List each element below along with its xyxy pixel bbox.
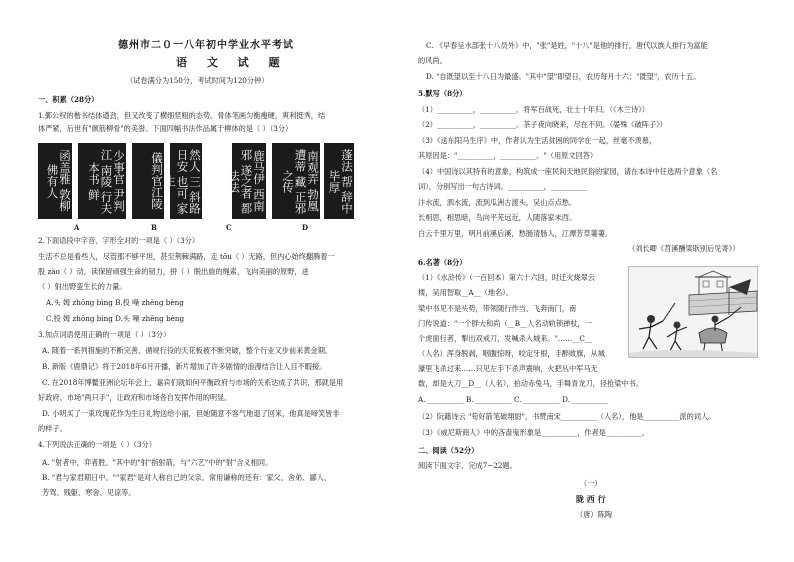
poem-line-3: 白云千里万里，明月前溪后溪，愁肠清肠人，江潭芳草萋萋。: [418, 229, 613, 238]
q6-1-line-b: 楼，吴用智取__A__（地名）。: [418, 288, 514, 297]
section-1-heading: 一、积累（28分）: [38, 95, 99, 104]
section-2-intro: 阅读下面文字，完成7~22题。: [418, 461, 517, 470]
calligraphy-sample-b2: 儀判官江陵: [132, 143, 164, 219]
calligraphy-sample-c2: 鹿马伊 西南邪 遂之者 都法法: [232, 143, 266, 219]
q2-line3: 股 zào（ ）动，读保留顽强生命的韧力，拼（ ）脱出旋的绳索，飞向美丽的原野，迸: [38, 267, 309, 276]
calligraphy-sample-b: 少事官 尹判江 南陵 行夫 本书 鲜: [78, 143, 126, 219]
q2-line4: （ ）射出野蛮生长的力量。: [38, 282, 127, 291]
exam-notice: （试卷满分为150分，考试时间为120分钟）: [126, 76, 269, 85]
q4-option-c: C. 《早春呈水部张十八员外》中，"张"是姓，"十八"是他的排行，唐代以族人排行为富能: [426, 41, 708, 50]
poem-line-1: 汴水流，泗水流，流到瓜洲古渡头，吴山点点愁。: [418, 198, 577, 207]
poem-source: （刘长卿《苕溪酬梁耿别后见寄》）: [628, 244, 740, 253]
q2-line1: 2.下面语段中字音、字形全对的一项是（ ）（3分）: [38, 236, 200, 245]
q6-1-answers: A. __________ B. __________ C. __________ D. __________: [418, 395, 609, 404]
q6-1-line-d: 门传说道："一个胖大和尚（__B__人名动轨锁禅杖，一: [418, 319, 592, 328]
q1-line2: 体严紧，后世有"颜筋柳骨"的美誉。下面四幅书法作品属于柳体的是（ ）（3分）: [38, 124, 293, 133]
poem-title: 陇 西 行: [576, 494, 606, 504]
q4-option-c-cont: 的风尚。: [418, 56, 447, 65]
q6-heading: 6.名著（8分）: [418, 258, 467, 267]
q5-item-3: （3）《送东阳马生序》中，作者认为生活贫困的同学在一起，丝毫不羡慕，: [418, 136, 657, 145]
q6-2: （2）阮籍诗云 "苟好箭笔破翔尉"，书赞南宋__________（人名），他是__________派的词人。: [418, 412, 716, 421]
q5-item-3-cont: 其原因是："__________，__________。"（用原文回答）: [418, 151, 598, 160]
q2-line2: 生活不总是看些人，尽管那不够平坦，甚至荆棘满路，走 tōu（ ）无路，但内心始终翻腾着一: [38, 252, 335, 261]
q1-line1: 1.鄞公权的楷书结体遒劲，但又改变了横细竖粗的态势。骨体笔画匀衡瘦硬，爽利挺秀，结: [38, 111, 326, 120]
q5-item-4-cont: 词），分别写出一句古诗词。__________，__________: [418, 182, 587, 191]
q5-item-4: （4）中国诗以其特有的意象，构筑成一座民间天地民俗的家园，请在本诗中任选两个意象（名: [418, 167, 718, 176]
q4-option-a: A. "射者中，弈者胜。"其中的"射"指射箭，与"六艺"中的"射"含义相同。: [42, 458, 273, 467]
calligraphy-sample-d2: 蓬法 帮 辞中 毕厚: [324, 143, 354, 219]
q5-item-1: （1）__________，__________。将军百战死，壮士十年归。（《木兰诗》）: [418, 105, 649, 114]
exam-subtitle: 语 文 试 题: [176, 56, 288, 69]
battle-scene-drawing: [629, 267, 757, 357]
calligraphy-sample-c: 然人 三 斜路 日安 也可 家生: [170, 143, 202, 219]
passage-number: （一）: [580, 479, 602, 488]
q3-option-c-cont: 好政府、市场"两只手"，让政府和市场各自发挥作用的明显。: [38, 393, 232, 402]
q6-1-line-g: 濠里飞杀过来……只见左手下杀声震响，火把丛中军马无: [418, 364, 598, 373]
q3-option-d-cont: 的样子。: [38, 424, 67, 433]
q6-1-line-h: 数，却是大刀__D__（人名），拍动赤兔马，手舞青龙刀，径抢梁中书。: [418, 379, 643, 388]
q2-options-ab: A.头 姆 zhōng bìng B.投 噪 zhēng bèng: [46, 298, 184, 307]
caption-c: C: [226, 223, 232, 232]
q4-line1: 4.下列说法正确的一项是（ ）（3分）: [38, 440, 156, 449]
q6-1-line-f: （人名）浑身脱剥，咽腹惊呀，咬定牙根，手醉败旗，从城: [418, 349, 605, 358]
q6-1-line-a: （1）《水浒传》（一百回本）第六十六回，时迁火烧翠云: [418, 273, 596, 282]
q3-option-d: D. 小明买了一束玫瑰花作为生日礼物送给小丽，但她随意不客气地退了回来，他真是啼笑皆非: [42, 409, 340, 418]
q5-item-2: （2）__________，__________。茶子夜向晓来，尽在不同。（晏殊《破阵子》）: [418, 120, 667, 129]
calligraphy-sample-a: 函盖雅 敦柳 佛有人: [38, 143, 72, 219]
q2-options-cd: C.投 姆 zhōng bìng D.头 噪 zhēng bèng: [46, 314, 185, 323]
q3-option-b: B. 新版《鹿鼎记》将于2018年6月开播，新片增加了许多剧情的浪漫结合让人目不暇接。: [42, 362, 327, 371]
q3-option-c: C. 在2018年博鳌亚洲论坛年会上，嘉宾们就如何平衡政府与市场的关系达成了共识，那就是用: [42, 378, 344, 387]
water-margin-illustration: [628, 266, 758, 358]
q3-option-a: A. 随着一系列措施的不断完善，循规行役的天花板被不断突破，整个行业又步前来黄金期。: [42, 346, 333, 355]
q3-line1: 3.加点词语使用正确的一项是（ ）（3分）: [38, 330, 171, 339]
poem-author: （唐）陈陶: [576, 510, 612, 519]
q6-1-line-c: 梁中书见不是头势，带领随行作当、飞奔南门，南: [418, 304, 577, 313]
section-2-heading: 二、阅读（52分）: [418, 446, 479, 455]
q5-heading: 5.默写（8分）: [418, 89, 467, 98]
q4-option-b-cont: 芳驾、贱躯、寒舍、见谅等。: [42, 488, 136, 497]
caption-a: A: [74, 223, 80, 232]
caption-d: D: [302, 223, 309, 232]
q4-option-d: D. "自既望以至十八日为最盛。"其中"望"即望日，农历每月十六；"既望"，农历十五。: [426, 72, 701, 81]
caption-b: B: [151, 223, 157, 232]
poem-line-2: 长相思，相思暗，鸟向平芜远近，人随落家未西。: [418, 213, 577, 222]
calligraphy-sample-d: 南观弄 勃凰 遭蒂 藏 正邪 之传: [272, 143, 320, 219]
q6-3: （3）《威尼斯商人》中的吝啬鬼形象是__________，作者是__________。: [418, 428, 649, 437]
q4-option-b: B. "君与家君期日中。""家君"是对人称自己的父亲。常用谦称的还有：家父、舍弟、鄙人、: [42, 473, 332, 482]
exam-title: 德州市二０一八年初中学业水平考试: [118, 40, 294, 51]
q6-1-line-e: 个虎面行者，掣出双戒刀，发喊杀入城来。"……__C__: [418, 334, 593, 343]
